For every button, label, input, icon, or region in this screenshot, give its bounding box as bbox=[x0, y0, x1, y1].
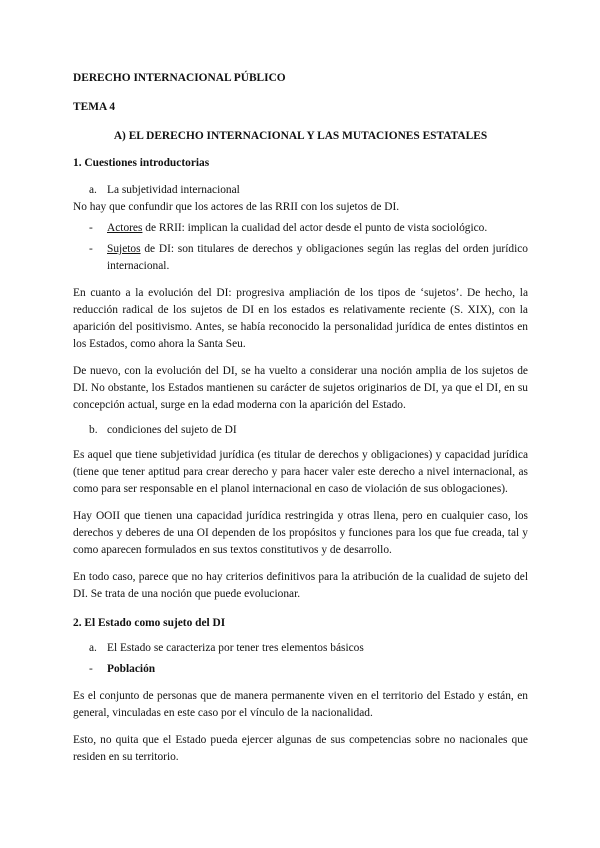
subsection-2a bbox=[73, 640, 528, 657]
list-item-marker: - bbox=[89, 222, 93, 234]
subsection-2a-marker: a. bbox=[89, 642, 97, 654]
list-item-text bbox=[107, 241, 528, 275]
section-1-heading: 1. Cuestiones introductorias bbox=[73, 157, 210, 169]
list-item-sujetos bbox=[73, 241, 528, 275]
list-item-marker: - bbox=[89, 243, 93, 255]
section-2-heading: 2. El Estado como sujeto del DI bbox=[73, 617, 226, 629]
document-page bbox=[73, 70, 528, 766]
list-item-marker: - bbox=[89, 663, 93, 675]
term-actores: Actores bbox=[107, 222, 143, 234]
subsection-b-marker: b. bbox=[89, 424, 98, 436]
list-item-text bbox=[107, 220, 528, 237]
term-sujetos: Sujetos bbox=[107, 243, 141, 255]
subsection-b-label: condiciones del sujeto de DI bbox=[107, 424, 237, 436]
list-item-actores bbox=[73, 220, 528, 237]
paragraph-definicion: Es aquel que tiene subjetividad jurídica (es titular de derechos y obligaciones) y capacidad jurídica (tiene que tener aptitud para crear derecho y para hacer valer este derecho a nivel internacional, as como para ser responsable en el planol internacional en caso de violación de sus oblogaciones). bbox=[73, 449, 528, 495]
subsection-a-marker: a. bbox=[89, 184, 97, 196]
sujetos-definition: de DI: son titulares de derechos y obligaciones según las reglas del orden jurídico internacional. bbox=[107, 243, 528, 272]
paragraph-en-todo-caso: En todo caso, parece que no hay criterios definitivos para la atribución de la cualidad de sujeto del DI. Se trata de una noción que puede evolucionar. bbox=[73, 571, 528, 600]
paragraph-no-nacionales: Esto, no quita que el Estado pueda ejercer algunas de sus competencias sobre no nacionales que residen en su territorio. bbox=[73, 734, 528, 763]
paragraph-ooii: Hay OOII que tienen una capacidad jurídica restringida y otras llena, pero en cualquier caso, los derechos y deberes de una OI dependen de los propósitos y funciones para los que fue creada, tal y como aparecen formulados en sus textos constitutivos y de desarrollo. bbox=[73, 510, 528, 556]
subsection-b bbox=[73, 422, 528, 439]
paragraph-de-nuevo: De nuevo, con la evolución del DI, se ha vuelto a considerar una noción amplia de los sujetos de DI. No obstante, los Estados mantienen su carácter de sujetos originarios de DI, ya que el DI, en su concepción actual, surge en la edad moderna con la aparición del Estado. bbox=[73, 365, 528, 411]
course-title: DERECHO INTERNACIONAL PÚBLICO bbox=[73, 72, 286, 84]
actores-definition: de RRII: implican la cualidad del actor desde el punto de vista sociológico. bbox=[142, 222, 488, 234]
paragraph-poblacion-def: Es el conjunto de personas que de manera permanente viven en el territorio del Estado y están, en general, vinculadas en este caso por el vínculo de la nacionalidad. bbox=[73, 690, 528, 719]
section-title: A) EL DERECHO INTERNACIONAL Y LAS MUTACIONES ESTATALES bbox=[113, 130, 488, 142]
unit-title: TEMA 4 bbox=[73, 101, 116, 113]
poblacion-label: Población bbox=[107, 663, 156, 675]
subsection-a bbox=[73, 182, 528, 199]
paragraph-evolucion: En cuanto a la evolución del DI: progresiva ampliación de los tipos de ‘sujetos’. De hecho, la reducción radical de los sujetos de DI en los estados es relativamente reciente (S. XIX), con la aparición del positivismo. Antes, se había reconocido la personalidad jurídica de entes distintos en los Estados, como ahora la Santa Seu. bbox=[73, 287, 528, 350]
intro-paragraph: No hay que confundir que los actores de las RRII con los sujetos de DI. bbox=[73, 201, 400, 213]
subsection-2a-label: El Estado se caracteriza por tener tres elementos básicos bbox=[107, 642, 364, 654]
list-item-poblacion bbox=[73, 661, 528, 678]
subsection-a-label: La subjetividad internacional bbox=[107, 184, 240, 196]
